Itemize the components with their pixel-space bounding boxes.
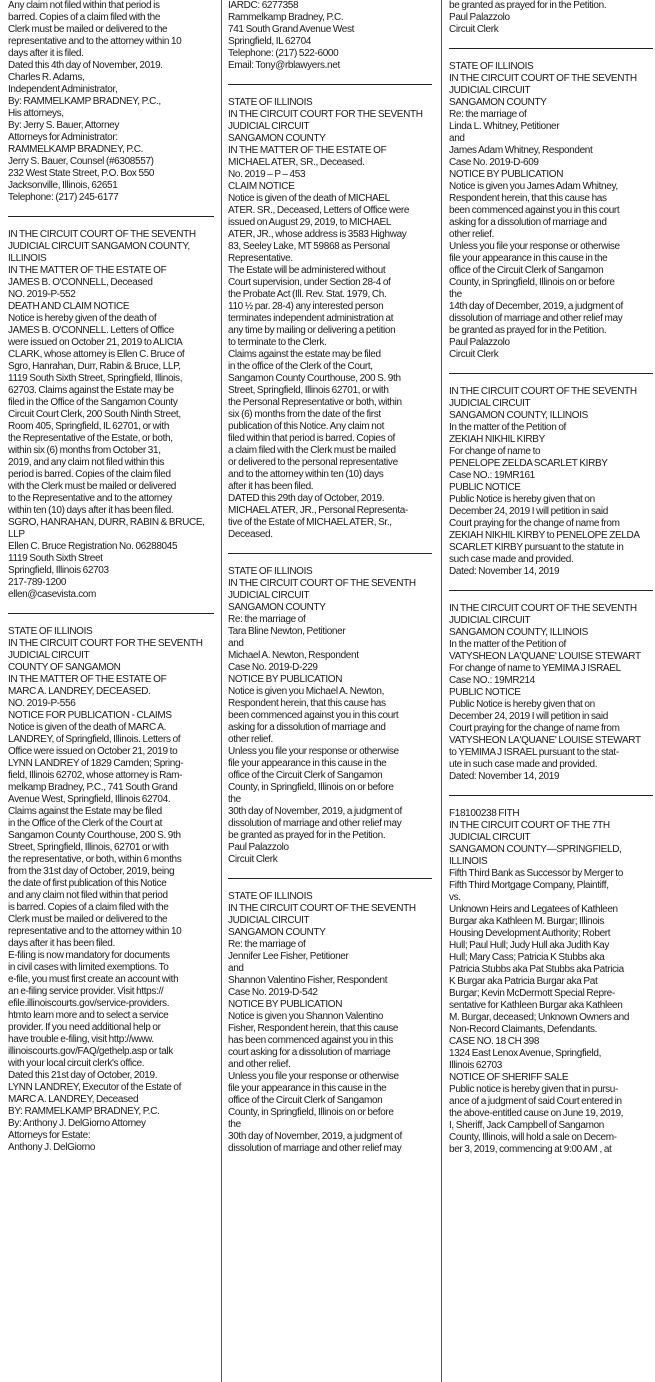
notice-line: Avenue West, Springfield, Illinois 62704. xyxy=(8,794,171,805)
notice-line: ber 3, 2019, commencing at 9:00 AM , at xyxy=(449,1144,612,1155)
notice-column-3 xyxy=(449,0,653,1382)
notice-line: court asking for a dissolution of marriage xyxy=(228,1047,391,1058)
notice-line: STATE OF ILLINOIS xyxy=(8,626,93,637)
notice-line: Non-Record Claimants, Defendants. xyxy=(449,1024,598,1035)
notice-line: IN THE CIRCUIT COURT OF THE SEVENTH xyxy=(449,73,637,84)
notice-line: and any claim not filed within that period xyxy=(8,890,168,901)
notice-line: DATED this 29th day of October, 2019. xyxy=(228,493,385,504)
notice-line: Patricia Stubbs aka Pat Stubbs aka Patricia xyxy=(449,964,624,975)
notice-line: Street, Springfield, Illinois, 62701 or with xyxy=(8,842,169,853)
notice-line: 1119 South Sixth Street xyxy=(8,553,103,564)
notice-line: Telephone: (217) 245-6177 xyxy=(8,192,119,203)
notice-line: RAMMELKAMP BRADNEY, P.C. xyxy=(8,144,144,155)
notice-line: Dated this 21st day of October, 2019. xyxy=(8,1070,158,1081)
notice-line: Court praying for the change of name from xyxy=(449,723,620,734)
notice-line: CLARK, whose attorney is Ellen C. Bruce of xyxy=(8,349,185,360)
column-divider xyxy=(221,0,222,1382)
notice-line: dissolution of marriage and other relief may xyxy=(228,1143,402,1154)
notice-line: Paul Palazzolo xyxy=(449,12,510,23)
notice-line: sentative for Kathleen Burgar aka Kathleen xyxy=(449,1000,623,1011)
notice-line: ZEKIAH NIKHIL KIRBY xyxy=(449,434,545,445)
notice-line: Tara Bline Newton, Petitioner xyxy=(228,626,346,637)
notice-line: filed within that period is barred. Copies of xyxy=(228,433,395,444)
notice-line: NO. 2019-P-552 xyxy=(8,289,76,300)
notice-line: Notice is given you Shannon Valentino xyxy=(228,1011,384,1022)
notice-line: the date of first publication of this Notice xyxy=(8,878,167,889)
notice-line: 1119 South Sixth Street, Springfield, Illinois, xyxy=(8,373,183,384)
notice-line: and other relief. xyxy=(228,1059,291,1070)
notice-line: asking for a dissolution of marriage and xyxy=(449,217,607,228)
notice-line: terminates independent administration at xyxy=(228,313,394,324)
notice-line: ZEKIAH NIKHIL KIRBY to PENELOPE ZELDA xyxy=(449,530,640,541)
notice-line: ute in such case made and provided. xyxy=(449,759,598,770)
notice-line: other relief. xyxy=(449,229,494,240)
notice-line: Public Notice is hereby given that on xyxy=(449,699,595,710)
notice-line: have trouble e-filing, visit http://www. xyxy=(8,1034,154,1045)
notice-line: 30th day of November, 2019, a judgment of xyxy=(228,806,402,817)
notice-line: Notice is given you Michael A. Newton, xyxy=(228,686,385,697)
notice-line: STATE OF ILLINOIS xyxy=(449,61,534,72)
notice-line: M. Burgar, deceased; Unknown Owners and xyxy=(449,1012,630,1023)
notice-separator xyxy=(449,795,653,796)
notice-line: County, in Springfield, Illinois on or before xyxy=(228,1107,394,1118)
notice-line: office of the Circuit Clerk of Sangamon xyxy=(228,1095,383,1106)
notice-line: the xyxy=(228,1119,241,1130)
notice-line: tive of the Estate of MICHAEL ATER, Sr., xyxy=(228,517,392,528)
notice-line: Unless you file your response or otherwise xyxy=(228,1071,399,1082)
notice-line: Burgar aka Kathleen M. Burgar; Illinois xyxy=(449,916,605,927)
notice-separator xyxy=(449,373,653,374)
notice-line: the Representative of the Estate, or both, xyxy=(8,433,173,444)
notice-line: Shannon Valentino Fisher, Respondent xyxy=(228,975,388,986)
notice-line: IN THE MATTER OF THE ESTATE OF xyxy=(8,265,167,276)
notice-line: PUBLIC NOTICE xyxy=(449,482,521,493)
notice-line: Springfield, Illinois 62703 xyxy=(8,565,109,576)
notice-line: Hull; Mary Cass; Patricia K Stubbs aka xyxy=(449,952,605,963)
notice-line: JUDICIAL CIRCUIT xyxy=(228,915,310,926)
notice-line: IN THE CIRCUIT COURT OF THE 7TH xyxy=(449,820,610,831)
notice-line: Room 405, Springfield, IL 62701, or with xyxy=(8,421,170,432)
notice-line: JUDICIAL CIRCUIT xyxy=(228,121,310,132)
notice-line: County, in Springfield, Illinois on or before xyxy=(228,782,394,793)
notice-separator xyxy=(228,84,432,85)
notice-line: SANGAMON COUNTY—SPRINGFIELD, xyxy=(449,844,622,855)
notice-line: Notice is hereby given of the death of xyxy=(8,313,157,324)
notice-line: 30th day of November, 2019, a judgment of xyxy=(228,1131,402,1142)
notice-line: STATE OF ILLINOIS xyxy=(228,97,313,108)
notice-line: Sangamon County Courthouse, 200 S. 9th xyxy=(8,830,181,841)
notice-line: issued on August 29, 2019, to MICHAEL xyxy=(228,217,392,228)
notice-line: Hull; Paul Hull; Judy Hull aka Judith Kay xyxy=(449,940,610,951)
notice-line: Clerk must be mailed or delivered to the xyxy=(8,24,168,35)
notice-line: DEATH AND CLAIM NOTICE xyxy=(8,301,130,312)
notice-line: file your appearance in this cause in the xyxy=(449,253,608,264)
column-divider xyxy=(441,0,442,1382)
legal-notice xyxy=(449,808,653,1156)
notice-column-1 xyxy=(8,0,214,1382)
legal-notice xyxy=(8,229,214,601)
notice-line: JUDICIAL CIRCUIT xyxy=(228,590,310,601)
notice-line: 62703. Claims against the Estate may be xyxy=(8,385,174,396)
notice-line: melkamp Bradney, P.C., 741 South Grand xyxy=(8,782,178,793)
notice-line: in civil cases with limited exemptions. To xyxy=(8,962,169,973)
notice-line: 741 South Grand Avenue West xyxy=(228,24,355,35)
notice-line: MARC A. LANDREY, DECEASED. xyxy=(8,686,151,697)
notice-line: filed in the Office of the Sangamon County xyxy=(8,397,178,408)
notice-line: PENELOPE ZELDA SCARLET KIRBY xyxy=(449,458,608,469)
notice-line: and xyxy=(228,963,244,974)
notice-line: 83, Seeley Lake, MT 59868 as Personal xyxy=(228,241,390,252)
notice-line: in the Office of the Clerk of the Court at xyxy=(8,818,163,829)
notice-line: ILLINOIS xyxy=(8,253,47,264)
notice-line: Fisher, Respondent herein, that this cause xyxy=(228,1023,399,1034)
notice-line: 1324 East Lenox Avenue, Springfield, xyxy=(449,1048,602,1059)
notice-line: By: RAMMELKAMP BRADNEY, P.C., xyxy=(8,96,161,107)
notice-line: IARDC: 6277358 xyxy=(228,0,299,11)
notice-line: MARC A. LANDREY, Deceased xyxy=(8,1094,139,1105)
notice-line: Paul Palazzolo xyxy=(449,337,510,348)
notice-line: in the office of the Clerk of the Court, xyxy=(228,361,373,372)
notice-line: Court praying for the change of name from xyxy=(449,518,620,529)
notice-line: LYNN LANDREY of 1829 Camden; Spring- xyxy=(8,758,184,769)
notice-line: For change of name to YEMIMA J ISRAEL xyxy=(449,663,621,674)
notice-line: December 24, 2019 I will petition in said xyxy=(449,711,608,722)
notice-line: after it has been filed. xyxy=(228,481,314,492)
notice-line: Re: the marriage of xyxy=(228,939,306,950)
notice-line: htmto learn more and to select a service xyxy=(8,1010,169,1021)
notice-line: Claims against the Estate may be filed xyxy=(8,806,162,817)
notice-line: an e-filing service provider. Visit https:// xyxy=(8,986,164,997)
notice-line: SANGAMON COUNTY xyxy=(449,97,547,108)
notice-line: For change of name to xyxy=(449,446,541,457)
notice-line: Jerry S. Bauer, Counsel (#6308557) xyxy=(8,156,154,167)
notice-line: IN THE MATTER OF THE ESTATE OF xyxy=(228,145,387,156)
notice-line: the above-entitled cause on June 19, 2019, xyxy=(449,1108,624,1119)
notice-line: Independent Administrator, xyxy=(8,84,118,95)
notice-line: Dated: November 14, 2019 xyxy=(449,771,560,782)
notice-separator xyxy=(228,553,432,554)
notice-line: and to the attorney within ten (10) days xyxy=(228,469,384,480)
notice-line: December 24, 2019 I will petition in said xyxy=(449,506,608,517)
notice-line: to YEMIMA J ISRAEL pursuant to the stat- xyxy=(449,747,619,758)
notice-line: I, Sheriff, Jack Campbell of Sangamon xyxy=(449,1120,605,1131)
notice-line: Court supervision, under Section 28-4 of xyxy=(228,277,391,288)
legal-notice xyxy=(228,891,432,1155)
notice-line: asking for a dissolution of marriage and xyxy=(228,722,386,733)
legal-notice xyxy=(449,603,653,783)
notice-line: file your appearance in this cause in the xyxy=(228,1083,387,1094)
notice-line: JUDICIAL CIRCUIT SANGAMON COUNTY, xyxy=(8,241,190,252)
notice-line: Michael A. Newton, Respondent xyxy=(228,650,359,661)
notice-line: In the matter of the Petition of xyxy=(449,422,566,433)
notice-line: ATER. SR., Deceased, Letters of Office were xyxy=(228,205,410,216)
notice-separator xyxy=(449,590,653,591)
notice-line: IN THE CIRCUIT COURT FOR THE SEVENTH xyxy=(228,109,423,120)
notice-line: Notice is given you James Adam Whitney, xyxy=(449,181,618,192)
notice-line: VATYSHEON LA'QUANE' LOUISE STEWART xyxy=(449,651,641,662)
notice-line: JUDICIAL CIRCUIT xyxy=(449,615,531,626)
notice-line: By: Anthony J. DelGiorno Attorney xyxy=(8,1118,146,1129)
notice-line: Case NO.: 19MR214 xyxy=(449,675,535,686)
notice-line: were issued on October 21, 2019 to ALICIA xyxy=(8,337,183,348)
notice-line: Paul Palazzolo xyxy=(228,842,289,853)
notice-line: ILLINOIS xyxy=(449,856,488,867)
notice-line: provider. If you need additional help or xyxy=(8,1022,161,1033)
notice-line: within ten (10) days after it has been filed. xyxy=(8,505,174,516)
notice-line: Sgro, Hanrahan, Durr, Rabin & Bruce, LLP, xyxy=(8,361,181,372)
notice-line: Deceased. xyxy=(228,529,273,540)
notice-line: NOTICE BY PUBLICATION xyxy=(228,999,343,1010)
notice-line: to terminate to the Clerk. xyxy=(228,337,327,348)
notice-line: Charles R. Adams, xyxy=(8,72,85,83)
notice-line: IN THE CIRCUIT COURT OF THE SEVENTH xyxy=(228,903,416,914)
notice-line: has been commenced against you in this xyxy=(228,1035,393,1046)
legal-notice xyxy=(449,61,653,361)
notice-line: field, Illinois 62702, whose attorney is Ram- xyxy=(8,770,183,781)
notice-separator xyxy=(8,613,214,614)
notice-line: Public Notice is hereby given that on xyxy=(449,494,595,505)
notice-line: NOTICE BY PUBLICATION xyxy=(228,674,343,685)
notice-line: and xyxy=(449,133,465,144)
notice-line: IN THE CIRCUIT COURT OF THE SEVENTH xyxy=(228,578,416,589)
notice-line: Fifth Third Bank as Successor by Merger to xyxy=(449,868,623,879)
notice-line: SANGAMON COUNTY xyxy=(228,133,326,144)
notice-line: ellen@casevista.com xyxy=(8,589,96,600)
notice-line: Case No. 2019-D-229 xyxy=(228,662,318,673)
notice-line: In the matter of the Petition of xyxy=(449,639,566,650)
notice-line: within six (6) months from October 31, xyxy=(8,445,161,456)
notice-line: IN THE CIRCUIT COURT OF THE SEVENTH xyxy=(8,229,196,240)
notice-line: and xyxy=(228,638,244,649)
notice-line: County, Illinois, will hold a sale on Decem- xyxy=(449,1132,617,1143)
notice-line: Unknown Heirs and Legatees of Kathleen xyxy=(449,904,618,915)
notice-line: Unless you file your response or otherwise xyxy=(228,746,399,757)
notice-line: K Burgar aka Patricia Burgar aka Pat xyxy=(449,976,598,987)
notice-line: BY: RAMMELKAMP BRADNEY, P.C. xyxy=(8,1106,160,1117)
notice-line: Illinois 62703 xyxy=(449,1060,502,1071)
notice-line: six (6) months from the date of the first xyxy=(228,409,381,420)
notice-line: 110 ½ par. 28-4) any interested person xyxy=(228,301,384,312)
notice-line: No. 2019 – P – 453 xyxy=(228,169,306,180)
notice-line: JUDICIAL CIRCUIT xyxy=(449,398,531,409)
notice-separator xyxy=(449,48,653,49)
notice-line: MICHAEL ATER, SR., Deceased. xyxy=(228,157,365,168)
notice-line: The Estate will be administered without xyxy=(228,265,386,276)
notice-line: Fifth Third Mortgage Company, Plaintiff, xyxy=(449,880,609,891)
notice-line: be granted as prayed for in the Petition. xyxy=(449,0,607,11)
notice-line: Rammelkamp Bradney, P.C. xyxy=(228,12,344,23)
notice-line: Respondent herein, that this cause has xyxy=(449,193,607,204)
notice-line: LANDREY, of Springfield, Illinois. Letters of xyxy=(8,734,181,745)
notice-line: JAMES B. O'CONNELL, Deceased xyxy=(8,277,153,288)
notice-line: JAMES B. O'CONNELL. Letters of Office xyxy=(8,325,174,336)
notice-line: STATE OF ILLINOIS xyxy=(228,566,313,577)
notice-line: Attorneys for Estate: xyxy=(8,1130,91,1141)
notice-line: been commenced against you in this court xyxy=(228,710,399,721)
notice-line: the Probate Act (Ill. Rev. Stat. 1979, Ch. xyxy=(228,289,387,300)
notice-line: COUNTY OF SANGAMON xyxy=(8,662,121,673)
notice-line: dissolution of marriage and other relief may xyxy=(228,818,402,829)
notice-line: VATYSHEON LA'QUANE' LOUISE STEWART xyxy=(449,735,641,746)
notice-line: Circuit Clerk xyxy=(228,854,278,865)
notice-line: His attorneys, xyxy=(8,108,64,119)
notice-line: NO. 2019-P-556 xyxy=(8,698,76,709)
notice-line: Office were issued on October 21, 2019 to xyxy=(8,746,178,757)
notice-line: F18100238 FITH xyxy=(449,808,520,819)
notice-line: such case made and provided. xyxy=(449,554,574,565)
notice-line: NOTICE OF SHERIFF SALE xyxy=(449,1072,569,1083)
notice-line: Notice is given of the death of MARC A. xyxy=(8,722,166,733)
notice-line: the representative, or both, within 6 months xyxy=(8,854,182,865)
legal-notice xyxy=(228,97,432,541)
notice-line: SANGAMON COUNTY xyxy=(228,927,326,938)
notice-line: Burgar; Kevin McDermott Special Repre- xyxy=(449,988,615,999)
notice-line: is barred. Copies of a claim filed with the xyxy=(8,902,169,913)
notice-line: been commenced against you in this court xyxy=(449,205,620,216)
notice-line: the xyxy=(228,794,241,805)
notice-line: IN THE CIRCUIT COURT OF THE SEVENTH xyxy=(449,386,637,397)
notice-line: the xyxy=(449,289,462,300)
notice-line: 2019, and any claim not filed within this xyxy=(8,457,165,468)
notice-line: Any claim not filed within that period is xyxy=(8,0,160,11)
notice-line: By: Jerry S. Bauer, Attorney xyxy=(8,120,120,131)
notice-line: days after it is filed. xyxy=(8,48,84,59)
notice-line: Anthony J. DelGiorno xyxy=(8,1142,96,1153)
notice-line: be granted as prayed for in the Petition. xyxy=(228,830,386,841)
notice-line: 217-789-1200 xyxy=(8,577,67,588)
notice-line: dissolution of marriage and other relief may xyxy=(449,313,623,324)
notice-line: illinoiscourts.gov/FAQ/gethelp.asp or talk xyxy=(8,1046,173,1057)
notice-line: days after it has been filed. xyxy=(8,938,115,949)
notice-line: Case No. 2019-D-542 xyxy=(228,987,318,998)
notice-line: ance of a judgment of said Court entered in xyxy=(449,1096,622,1107)
notice-line: Clerk must be mailed or delivered to the xyxy=(8,914,168,925)
notice-line: a claim filed with the Clerk must be mailed xyxy=(228,445,396,456)
notice-line: LYNN LANDREY, Executor of the Estate of xyxy=(8,1082,182,1093)
legal-notice xyxy=(8,0,214,204)
notice-line: SANGAMON COUNTY, ILLINOIS xyxy=(449,410,588,421)
notice-line: Jennifer Lee Fisher, Petitioner xyxy=(228,951,349,962)
notice-separator xyxy=(8,216,214,217)
notice-line: to the Representative and to the attorney xyxy=(8,493,172,504)
notice-separator xyxy=(228,878,432,879)
legal-notice xyxy=(8,626,214,1154)
notice-line: 14th day of December, 2019, a judgment of xyxy=(449,301,623,312)
notice-line: SANGAMON COUNTY, ILLINOIS xyxy=(449,627,588,638)
notice-line: Jacksonville, Illinois, 62651 xyxy=(8,180,118,191)
notice-line: IN THE MATTER OF THE ESTATE OF xyxy=(8,674,167,685)
notice-line: Dated: November 14, 2019 xyxy=(449,566,560,577)
notice-line: Circuit Clerk xyxy=(449,24,499,35)
notice-line: Email: Tony@rblawyers.net xyxy=(228,60,340,71)
notice-line: Respondent herein, that this cause has xyxy=(228,698,386,709)
notice-line: office of the Circuit Clerk of Sangamon xyxy=(449,265,604,276)
notice-line: file your appearance in this cause in the xyxy=(228,758,387,769)
notice-line: Linda L. Whitney, Petitioner xyxy=(449,121,560,132)
notice-line: Case NO.: 19MR161 xyxy=(449,470,535,481)
notice-column-2 xyxy=(228,0,432,1382)
notice-line: Case No. 2019-D-609 xyxy=(449,157,539,168)
notice-line: STATE OF ILLINOIS xyxy=(228,891,313,902)
notice-line: representative and to the attorney within 10 xyxy=(8,36,182,47)
notice-line: E-filing is now mandatory for documents xyxy=(8,950,170,961)
notice-line: any time by mailing or delivering a petition xyxy=(228,325,396,336)
notice-line: NOTICE FOR PUBLICATION - CLAIMS xyxy=(8,710,172,721)
notice-line: Springfield, IL 62704 xyxy=(228,36,312,47)
notice-line: with your local circuit clerk's office. xyxy=(8,1058,145,1069)
notice-line: period is barred. Copies of the claim filed xyxy=(8,469,171,480)
notice-line: representative and to the attorney within 10 xyxy=(8,926,182,937)
notice-line: other relief. xyxy=(228,734,273,745)
notice-line: Re: the marriage of xyxy=(449,109,527,120)
legal-notice xyxy=(449,386,653,578)
legal-notice xyxy=(228,0,432,72)
notice-line: NOTICE BY PUBLICATION xyxy=(449,169,564,180)
notice-line: or delivered to the personal representative xyxy=(228,457,398,468)
notice-line: efile.illinoiscourts.gov/service-providers. xyxy=(8,998,170,1009)
notice-line: 232 West State Street, P.O. Box 550 xyxy=(8,168,155,179)
notice-line: SGRO, HANRAHAN, DURR, RABIN & BRUCE, xyxy=(8,517,205,528)
notice-line: Re: the marriage of xyxy=(228,614,306,625)
notice-line: e-file, you must first create an account with xyxy=(8,974,179,985)
notice-line: Representative. xyxy=(228,253,293,264)
notice-line: County, in Springfield, Illinois on or before xyxy=(449,277,615,288)
notice-line: barred. Copies of a claim filed with the xyxy=(8,12,161,23)
notice-line: the Personal Representative or both, within xyxy=(228,397,402,408)
notice-line: MICHAEL ATER, JR., Personal Representa- xyxy=(228,505,408,516)
notice-line: Housing Development Authority; Robert xyxy=(449,928,611,939)
notice-line: Unless you file your response or otherwise xyxy=(449,241,620,252)
notice-line: Claims against the estate may be filed xyxy=(228,349,381,360)
notice-line: publication of this Notice. Any claim not xyxy=(228,421,385,432)
notice-line: ATER, JR., whose address is 3583 Highway xyxy=(228,229,407,240)
notice-line: office of the Circuit Clerk of Sangamon xyxy=(228,770,383,781)
legal-notice xyxy=(228,566,432,866)
notice-line: from the 31st day of October, 2019, being xyxy=(8,866,175,877)
notice-line: Street, Springfield, Illinois 62701, or with xyxy=(228,385,389,396)
notice-line: IN THE CIRCUIT COURT FOR THE SEVENTH xyxy=(8,638,203,649)
notice-line: Notice is given of the death of MICHAEL xyxy=(228,193,390,204)
notice-line: Sangamon County Courthouse, 200 S. 9th xyxy=(228,373,401,384)
notice-line: Attorneys for Administrator: xyxy=(8,132,118,143)
notice-line: James Adam Whitney, Respondent xyxy=(449,145,593,156)
notice-line: JUDICIAL CIRCUIT xyxy=(449,85,531,96)
notice-line: be granted as prayed for in the Petition. xyxy=(449,325,607,336)
notice-line: SCARLET KIRBY pursuant to the statute in xyxy=(449,542,624,553)
notice-line: Dated this 4th day of November, 2019. xyxy=(8,60,163,71)
notice-line: IN THE CIRCUIT COURT OF THE SEVENTH xyxy=(449,603,637,614)
notice-line: CLAIM NOTICE xyxy=(228,181,295,192)
notice-line: with the Clerk must be mailed or delivered xyxy=(8,481,176,492)
notice-line: LLP xyxy=(8,529,25,540)
notice-line: CASE NO. 18 CH 398 xyxy=(449,1036,540,1047)
notice-line: Circuit Clerk xyxy=(449,349,499,360)
legal-notice xyxy=(449,0,653,36)
notice-line: Telephone: (217) 522-6000 xyxy=(228,48,339,59)
notice-line: JUDICIAL CIRCUIT xyxy=(8,650,90,661)
notice-line: SANGAMON COUNTY xyxy=(228,602,326,613)
notice-line: Public notice is hereby given that in pursu- xyxy=(449,1084,618,1095)
notice-line: PUBLIC NOTICE xyxy=(449,687,521,698)
notice-line: JUDICIAL CIRCUIT xyxy=(449,832,531,843)
notice-line: Circuit Court Clerk, 200 South Ninth Street, xyxy=(8,409,181,420)
notice-line: Ellen C. Bruce Registration No. 06288045 xyxy=(8,541,178,552)
notice-line: vs. xyxy=(449,892,461,903)
